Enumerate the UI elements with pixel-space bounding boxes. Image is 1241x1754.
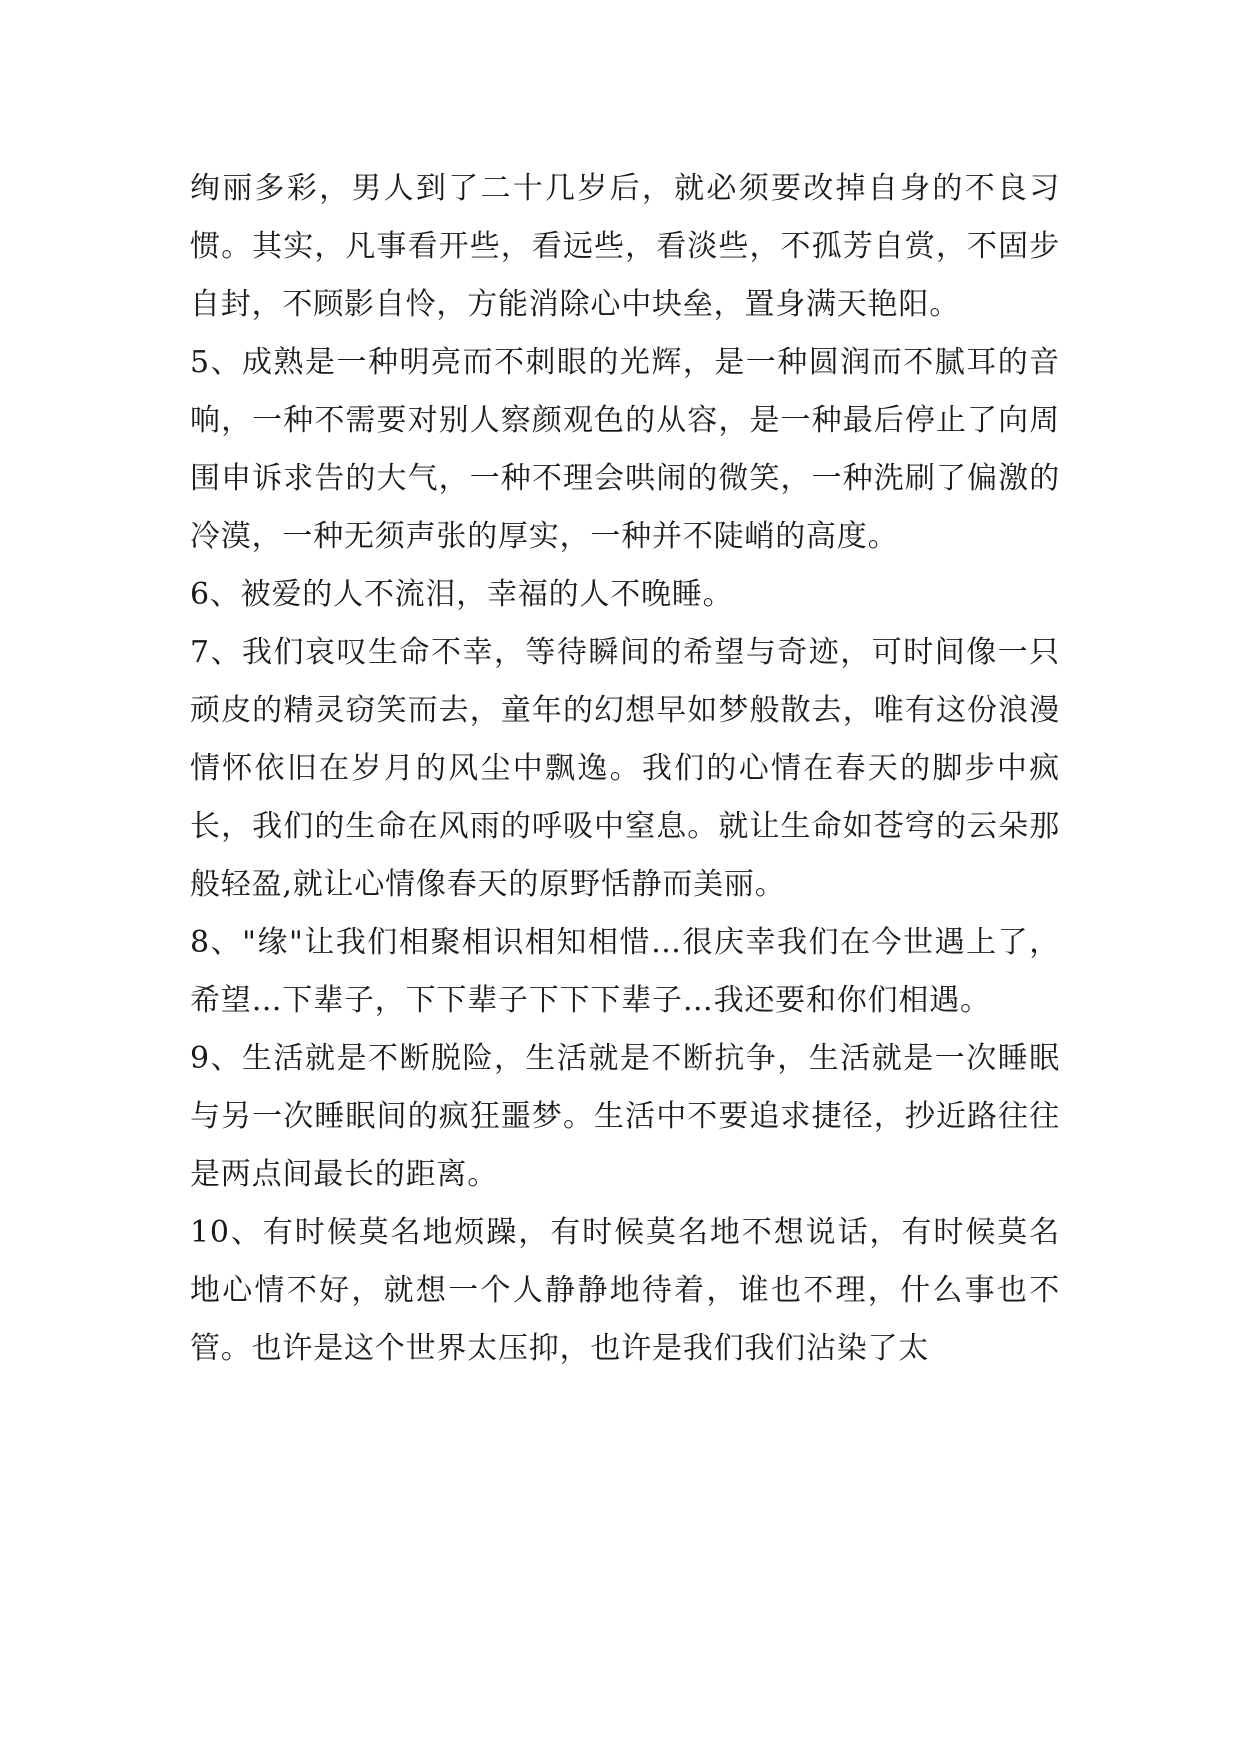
- paragraph-item-5: 5、成熟是一种明亮而不刺眼的光辉，是一种圆润而不腻耳的音响，一种不需要对别人察颜观色的从容，是一种最后停止了向周围申诉求告的大气，一种不理会哄闹的微笑，一种洗刷了偏激的冷漠，一种无须声张的厚实，一种并不陡峭的高度。: [190, 345, 1060, 554]
- paragraph-item-9: 9、生活就是不断脱险，生活就是不断抗争，生活就是一次睡眠与另一次睡眠间的疯狂噩梦。生活中不要追求捷径，抄近路往往是两点间最长的距离。: [190, 1041, 1060, 1192]
- document-body: [190, 160, 1060, 1378]
- paragraph-item-7: 7、我们哀叹生命不幸，等待瞬间的希望与奇迹，可时间像一只顽皮的精灵窃笑而去，童年的幻想早如梦般散去，唯有这份浪漫情怀依旧在岁月的风尘中飘逸。我们的心情在春天的脚步中疯长，我们的生命在风雨的呼吸中窒息。就让生命如苍穹的云朵那般轻盈,就让心情像春天的原野恬静而美丽。: [190, 635, 1060, 902]
- paragraph-item-8: 8、"缘"让我们相聚相识相知相惜…很庆幸我们在今世遇上了，希望…下辈子，下下辈子下下下辈子…我还要和你们相遇。: [190, 925, 1060, 1018]
- paragraph-item-10: 10、有时候莫名地烦躁，有时候莫名地不想说话，有时候莫名地心情不好，就想一个人静静地待着，谁也不理，什么事也不管。也许是这个世界太压抑，也许是我们我们沾染了太: [190, 1215, 1060, 1366]
- paragraph-continuation: 绚丽多彩，男人到了二十几岁后，就必须要改掉自身的不良习惯。其实，凡事看开些，看远些，看淡些，不孤芳自赏，不固步自封，不顾影自怜，方能消除心中块垒，置身满天艳阳。: [190, 171, 1060, 322]
- paragraph-item-6: 6、被爱的人不流泪，幸福的人不晚睡。: [190, 577, 734, 612]
